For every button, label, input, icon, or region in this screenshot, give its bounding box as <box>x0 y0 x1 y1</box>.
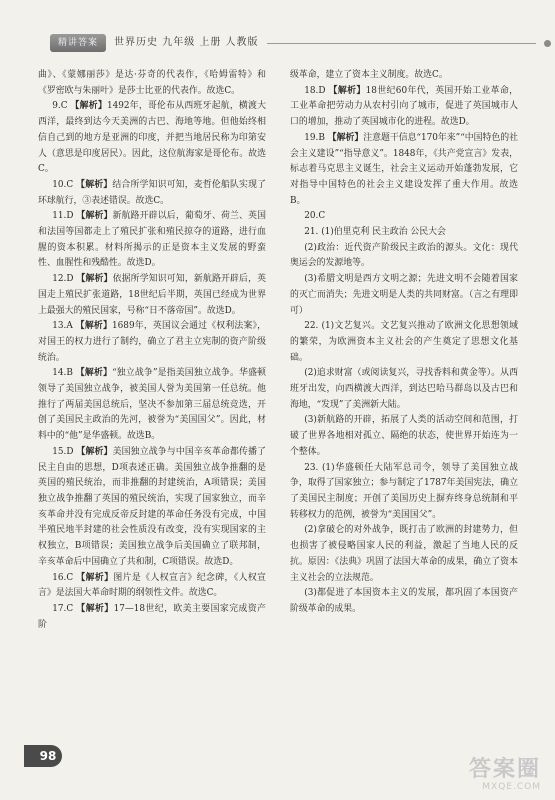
right-column <box>290 68 518 618</box>
answer-paragraph <box>290 586 518 617</box>
watermark-main: 答案圈 <box>468 757 541 782</box>
answer-text: “独立战争”是指美国独立战争。华盛顿领导了美国独立战争，被美国人誉为美国第一任总统。他推行了两届美国总统后，坚决不参加第三届总统竞选，开创了美国民主政治的先河，被誉为“美国国父”。因此，材料中的“他”是华盛顿。故选B。 <box>38 368 267 442</box>
answer-text: (2)追求财富（或阅读复兴，寻找香料和黄金等）。从西班牙出发，向西横渡大西洋，到达巴哈马群岛以及古巴和海地，“发现”了美洲新大陆。 <box>290 368 518 410</box>
answer-text: (3)都促进了本国资本主义的发展，都巩固了本国资产阶级革命的成果。 <box>290 588 518 614</box>
answer-paragraph <box>290 84 518 131</box>
analysis-tag: 【解析】 <box>76 446 113 457</box>
answer-text: (2)政治：近代资产阶级民主政治的源头。文化：现代奥运会的发源地等。 <box>290 242 518 269</box>
answer-paragraph <box>290 131 518 210</box>
answer-paragraph <box>38 602 266 633</box>
answer-number: 23. <box>304 462 319 473</box>
analysis-tag: 【解析】 <box>327 132 364 143</box>
answer-paragraph <box>290 241 518 272</box>
analysis-tag: 【解析】 <box>76 603 114 614</box>
page-header <box>0 32 555 54</box>
answer-number: 20.C <box>304 211 326 222</box>
answer-number: 9.C <box>52 101 68 112</box>
header-badge: 精讲答案 <box>50 34 106 52</box>
answer-text: (3)希腊文明是西方文明之源；先进文明不会随着国家的灭亡而消失；先进文明是人类的共同财富。（言之有理即可） <box>290 274 518 316</box>
answer-text: (2)拿破仑的对外战争，既打击了欧洲的封建势力，但也损害了被侵略国家人民的利益，激起了当地人民的反抗。原因：《法典》巩固了法国大革命的成果，确立了资本主义社会的立法规范。 <box>290 525 518 583</box>
answer-text: 曲》、《蒙娜丽莎》是达·芬奇的代表作，《哈姆雷特》和《罗密欧与朱丽叶》是莎士比亚的代表作。故选C。 <box>38 70 266 96</box>
answer-paragraph <box>290 366 518 413</box>
answer-number: 19.B <box>304 132 325 143</box>
answer-text: 级革命，建立了资本主义制度。故选C。 <box>290 70 448 80</box>
answer-text: 图片是《人权宣言》纪念碑，《人权宣言》是法国大革命时期的纲领性文件。故选C。 <box>38 572 267 599</box>
analysis-tag: 【解析】 <box>70 101 107 112</box>
header-rule <box>267 43 536 44</box>
answer-paragraph <box>38 209 266 272</box>
answer-text: (1)文艺复兴。文艺复兴推动了欧洲文化思想领域的繁荣，为欧洲资本主义社会的产生奠定了思想文化基础。 <box>290 321 518 363</box>
answer-text: 1492年，哥伦布从西班牙起航，横渡大西洋，最终到达今天美洲的古巴、海地等地。但他始终相信自己到的地方是亚洲的印度，并把当地居民称为印第安人（意思是印度居民）。因此，这位航海家是哥伦布。故选C。 <box>38 101 266 175</box>
answer-text: 美国独立战争与中国辛亥革命都传播了民主自由的思想，D项表述正确。美国独立战争推翻的是英国的殖民统治，而非推翻的封建统治，A项错误；美国独立战争推翻了英国的殖民统治，实现了国家独立，而辛亥革命并没有完成反帝反封建的革命任务没有完成，中国半殖民地半封建的社会性质没有改变，没有实现国家的主权独立，B项错误；美国独立战争后美国确立了联邦制，辛亥革命后中国确立了共和制，C项错误。故选D。 <box>38 446 267 567</box>
answer-number: 11.D <box>52 211 74 222</box>
answer-number: 21. <box>304 227 319 238</box>
answer-text: 18世纪60年代，英国开始工业革命，工业革命把劳动力从农村引向了城市，促进了英国城市人口的增加，推动了英国城市化的进程。故选D。 <box>290 85 519 128</box>
answer-text: 注意题干信息“170年来”“中国特色的社会主义建设”“指导意义”。1848年，《共产党宣言》发表，标志着马克思主义诞生，社会主义运动开始蓬勃发展，它对指导中国特色的社会主义建设发挥了重大作用。故选B。 <box>290 132 519 206</box>
answer-paragraph <box>290 523 518 586</box>
analysis-tag: 【解析】 <box>328 85 366 96</box>
answer-text: 结合所学知识可知，麦哲伦船队实现了环球航行，③表述错误。故选C。 <box>38 179 267 206</box>
answer-paragraph <box>38 99 266 178</box>
answer-paragraph <box>38 68 266 99</box>
answer-paragraph <box>38 178 266 209</box>
answer-paragraph <box>38 366 266 445</box>
analysis-tag: 【解析】 <box>76 274 113 285</box>
answer-text: 依据所学知识可知，新航路开辟后，英国走上殖民扩张道路，18世纪后半期，英国已经成为世界上最强大的殖民国家，号称“日不落帝国”。故选D。 <box>38 274 267 316</box>
answer-paragraph <box>290 413 518 460</box>
header-title: 世界历史 九年级 上册 人教版 <box>114 37 259 48</box>
answer-text: 17—18世纪，欧美主要国家完成资产阶 <box>38 603 266 630</box>
left-column <box>38 68 266 633</box>
answer-paragraph <box>290 461 518 524</box>
answer-number: 14.B <box>52 368 73 379</box>
watermark-logo <box>469 758 541 792</box>
answer-text: (1)华盛顿任大陆军总司令，领导了美国独立战争，取得了国家独立；参与制定了1787年美国宪法，确立了美国民主制度；开创了美国历史上摒弃终身总统制和平转移权力的范例，被誉为“美国国父”。 <box>290 462 518 520</box>
page-number: 98 <box>34 745 62 767</box>
watermark-sub: MXQE.COM <box>482 782 541 792</box>
answer-number: 12.D <box>52 274 74 285</box>
answer-paragraph <box>38 571 266 602</box>
answer-text: 新航路开辟以后，葡萄牙、荷兰、英国和法国等国都走上了殖民扩张和殖民掠夺的道路，进行血腥的资本积累。材料所揭示的正是资本主义发展的野蛮性、血腥性和残酷性。故选D。 <box>38 211 267 269</box>
answer-paragraph <box>38 445 266 571</box>
analysis-tag: 【解析】 <box>75 368 113 379</box>
answer-number: 18.D <box>304 85 326 96</box>
analysis-tag: 【解析】 <box>76 179 113 190</box>
answer-paragraph <box>290 225 518 241</box>
answer-paragraph <box>38 272 266 319</box>
answer-paragraph <box>290 68 518 84</box>
answer-number: 16.C <box>52 572 74 583</box>
header-dot-icon <box>544 40 551 47</box>
answer-text: (1)伯里克利 民主政治 公民大会 <box>321 227 446 238</box>
answer-number: 22. <box>304 321 319 332</box>
answer-number: 17.C <box>52 603 74 614</box>
answer-paragraph <box>290 272 518 319</box>
answer-text: 1689年，英国议会通过《权利法案》，对国王的权力进行了制约，确立了君主立宪制的资产阶级统治。 <box>38 321 267 363</box>
answer-number: 15.D <box>52 446 74 457</box>
answer-number: 10.C <box>52 179 74 190</box>
answer-number: 13.A <box>52 321 73 332</box>
answer-paragraph <box>290 319 518 366</box>
analysis-tag: 【解析】 <box>76 572 114 583</box>
analysis-tag: 【解析】 <box>76 211 113 222</box>
answer-paragraph <box>290 209 518 225</box>
analysis-tag: 【解析】 <box>75 321 113 332</box>
answer-paragraph <box>38 319 266 366</box>
answer-text: (3)新航路的开辟，拓展了人类的活动空间和范围，打破了世界各地相对孤立、隔绝的状态，使世界开始连为一个整体。 <box>290 415 518 457</box>
